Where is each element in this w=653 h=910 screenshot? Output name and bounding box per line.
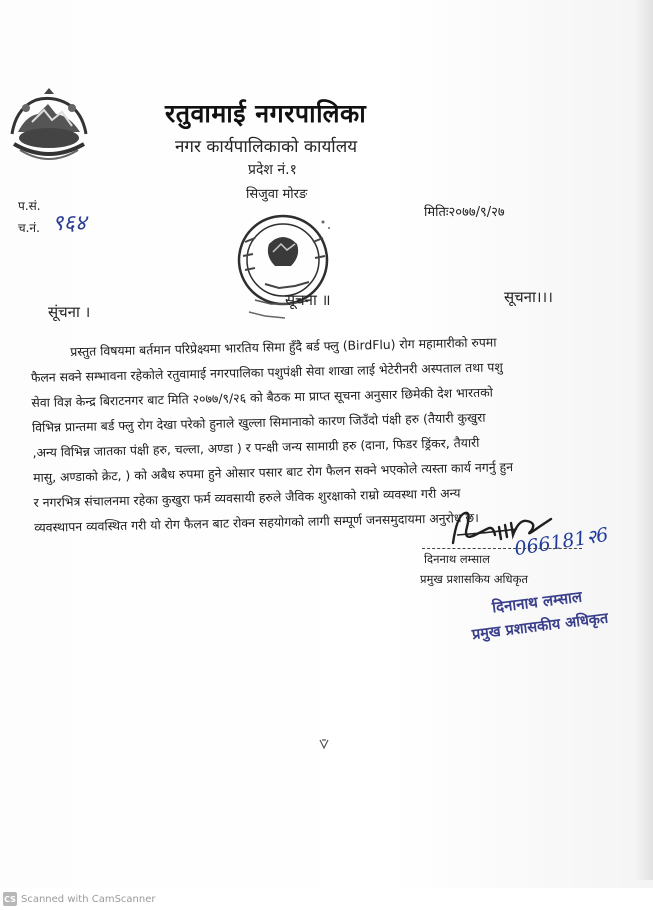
signature-date: 066181२6 <box>513 523 610 561</box>
body-line: विभिन्न प्रान्तमा बर्ड फ्लु रोग देखा परेको हुनाले खुल्ला सिमानाको कारण जिउँदो पंक्षी हरु (तैयारी कुखुरा <box>31 409 486 435</box>
body-line: व्यवस्थापन व्यवस्थित गरी यो रोग फैलन बाट रोक्न सहयोगको लागी सम्पूर्ण जनसमुदायमा अनुरोध छ। <box>34 509 479 535</box>
body-line: ,अन्य विभिन्न जातका पंक्षी हरु, चल्ला, अण्डा ) र पन्क्षी जन्य सामाग्री हरु (दाना, फिडर ड्रिंकर, तैयारी <box>32 434 480 460</box>
municipality-title: रतुवामाई नगरपालिका <box>165 99 367 128</box>
stray-mark-icon <box>318 738 330 750</box>
page-edge-shadow <box>635 0 653 880</box>
stamp-name: दिनानाथ लम्साल <box>491 587 583 617</box>
notice-heading-right: सूचना।।। <box>504 288 553 306</box>
cn-label: च.नं. <box>18 221 40 235</box>
address-label: सिजुवा मोरङ <box>246 187 308 202</box>
body-line: सेवा विज्ञ केन्द्र बिराटनगर बाट मिति २०७७/९/२६ को बैठक मा प्राप्त सूचना अनुसार छिमेकी देश भारतको <box>31 384 494 410</box>
notice-heading-middle: सूचना ॥ <box>285 291 331 309</box>
signature-line <box>422 548 582 549</box>
notice-heading-left: सूंचना । <box>48 303 91 321</box>
office-subtitle: नगर कार्यपालिकाको कार्यालय <box>175 137 358 157</box>
cn-handwritten-value: ९६४ <box>52 211 87 236</box>
office-seal-icon <box>215 208 345 328</box>
camscanner-logo-icon: CS <box>3 892 17 906</box>
body-line: प्रस्तुत विषयमा बर्तमान परिप्रेक्ष्यमा भारतिय सिमा हुँदै बर्ड फ्लु (BirdFlu) रोग महामारीको रुपमा <box>70 334 497 360</box>
body-line: मासु, अण्डाको क्रेट, ) को अबैध रुपमा हुने ओसार पसार बाट रोग फैलन सक्ने भएकोले त्यस्ता कार्य नगर्नु हुन <box>32 459 514 485</box>
body-line: फैलन सक्ने सम्भावना रहेकोले रतुवामाई नगरपालिका पशुपंक्षी सेवा शाखा लाई भेटेरीनरी अस्पताल तथा पशु <box>30 359 503 385</box>
ps-label: प.सं. <box>18 199 41 213</box>
province-label: प्रदेश नं.१ <box>248 162 297 178</box>
scanner-footer <box>0 888 653 910</box>
signer-title: प्रमुख प्रशासकिय अधिकृत <box>420 572 528 586</box>
issue-date: मितिः२०७७/९/२७ <box>424 205 505 220</box>
signer-name: दिननाथ लम्साल <box>424 552 490 566</box>
name-stamp <box>468 584 609 644</box>
body-line: र नगरभित्र संचालनमा रहेका कुखुरा फर्म व्यवसायी हरुले जैविक शुरक्षाको राम्रो व्यवस्था गरी अन्य <box>33 485 461 510</box>
scanner-watermark-text: Scanned with CamScanner <box>21 893 156 905</box>
nepal-emblem-icon <box>6 88 92 168</box>
stamp-title: प्रमुख प्रशासकीय अधिकृत <box>471 610 610 644</box>
